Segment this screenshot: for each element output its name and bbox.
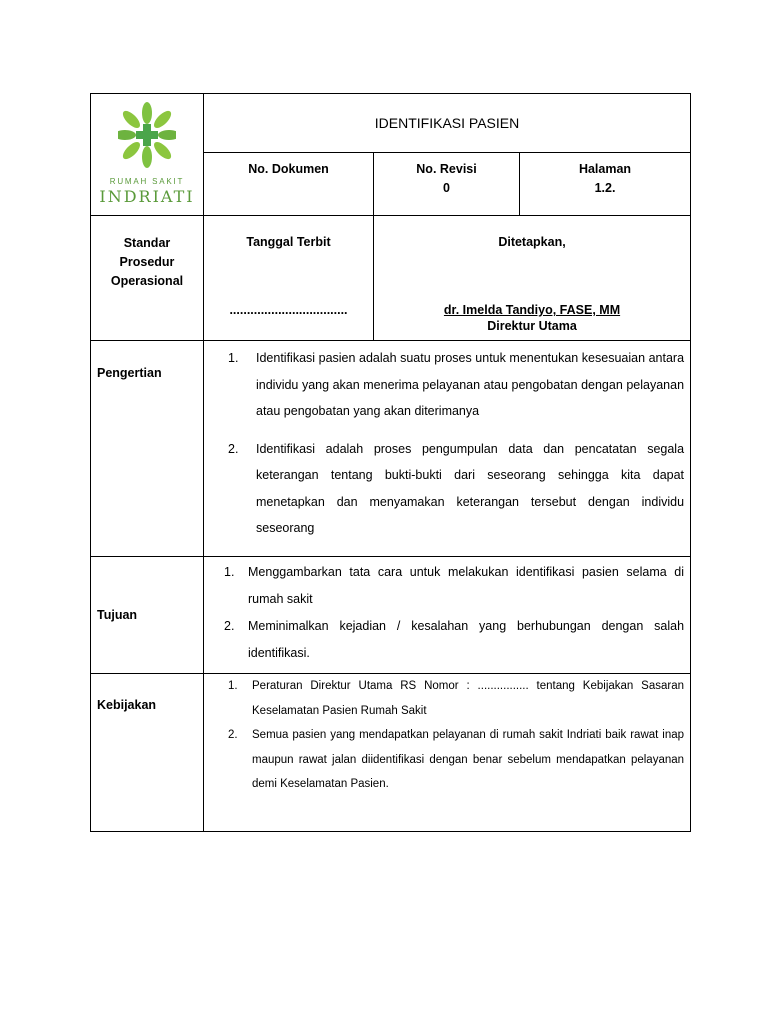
tanggal-terbit-label: Tanggal Terbit xyxy=(246,235,331,249)
kebijakan-content xyxy=(204,674,691,832)
tujuan-item-2-number: 2. xyxy=(224,619,235,633)
ditetapkan-cell xyxy=(374,216,691,341)
no-revisi-value: 0 xyxy=(443,181,450,195)
tujuan-item-1-number: 1. xyxy=(224,565,235,579)
halaman-cell xyxy=(520,153,691,216)
document-title: IDENTIFIKASI PASIEN xyxy=(204,94,691,153)
logo-subtitle: RUMAH SAKIT xyxy=(109,177,185,186)
tujuan-label: Tujuan xyxy=(91,557,204,674)
logo-name: INDRIATI xyxy=(99,187,195,206)
tujuan-item-2-text: Meminimalkan kejadian / kesalahan yang berhubungan dengan salah identifikasi. xyxy=(248,619,685,660)
sop-label-line3: Operasional xyxy=(110,274,184,288)
tanggal-terbit-cell xyxy=(204,216,374,341)
pengertian-item-1 xyxy=(228,345,684,425)
signer-name: dr. Imelda Tandiyo, FASE, MM xyxy=(443,303,621,317)
no-dokumen-cell xyxy=(204,153,374,216)
kebijakan-item-1-number: 1. xyxy=(228,680,238,692)
tanggal-terbit-value: .................................. xyxy=(229,303,348,317)
ditetapkan-label: Ditetapkan, xyxy=(498,235,566,249)
tujuan-content xyxy=(204,557,691,674)
pengertian-item-1-text: Identifikasi pasien adalah suatu proses untuk menentukan kesesuaian antara individu yang akan menerima pelayanan atau pengobatan dengan pelayanan atau pengobatan yang akan diterimanya xyxy=(256,351,685,418)
no-dokumen-label: No. Dokumen xyxy=(248,162,329,176)
tujuan-item-1-text: Menggambarkan tata cara untuk melakukan identifikasi pasien selama di rumah sakit xyxy=(248,565,685,606)
kebijakan-label: Kebijakan xyxy=(91,674,204,832)
kebijakan-item-2-text: Semua pasien yang mendapatkan pelayanan di rumah sakit Indriati baik rawat inap maupun rawat jalan diidentifikasi dengan benar sebelum mendapatkan pelayanan demi Keselamatan Pasien. xyxy=(252,729,685,790)
halaman-value: 1.2. xyxy=(594,181,616,195)
pengertian-content xyxy=(204,341,691,557)
kebijakan-item-1-text: Peraturan Direktur Utama RS Nomor : ................ tentang Kebijakan Sasaran Keselamatan Pasien Rumah Sakit xyxy=(252,680,685,717)
sop-label-line2: Prosedur xyxy=(119,255,175,269)
kebijakan-list xyxy=(228,674,684,797)
sop-label-cell xyxy=(91,216,204,341)
kebijakan-item-2 xyxy=(228,723,684,797)
logo-cell xyxy=(91,94,204,216)
kebijakan-item-1 xyxy=(228,674,684,723)
signer-title: Direktur Utama xyxy=(487,319,577,333)
kebijakan-item-2-number: 2. xyxy=(228,729,238,741)
sop-label-line1: Standar xyxy=(123,236,171,250)
pengertian-item-1-number: 1. xyxy=(228,351,239,365)
pengertian-label: Pengertian xyxy=(91,341,204,557)
hospital-logo xyxy=(91,94,203,206)
tujuan-list xyxy=(224,559,684,667)
no-revisi-label: No. Revisi xyxy=(416,162,477,176)
tujuan-item-2 xyxy=(224,613,684,667)
pengertian-item-2-text: Identifikasi adalah proses pengumpulan data dan pencatatan segala keterangan tentang bukti-bukti dari seseorang sehingga kita dapat menetapkan dan menyamakan keterangan tersebut dengan individu seseorang xyxy=(256,441,685,535)
pengertian-item-2-number: 2. xyxy=(228,441,239,456)
pengertian-item-2 xyxy=(228,436,684,542)
no-revisi-cell xyxy=(374,153,520,216)
sop-document-table xyxy=(90,93,691,832)
halaman-label: Halaman xyxy=(578,162,632,176)
tujuan-item-1 xyxy=(224,559,684,613)
pengertian-list xyxy=(228,345,684,542)
leaf-cross-icon xyxy=(118,100,176,170)
